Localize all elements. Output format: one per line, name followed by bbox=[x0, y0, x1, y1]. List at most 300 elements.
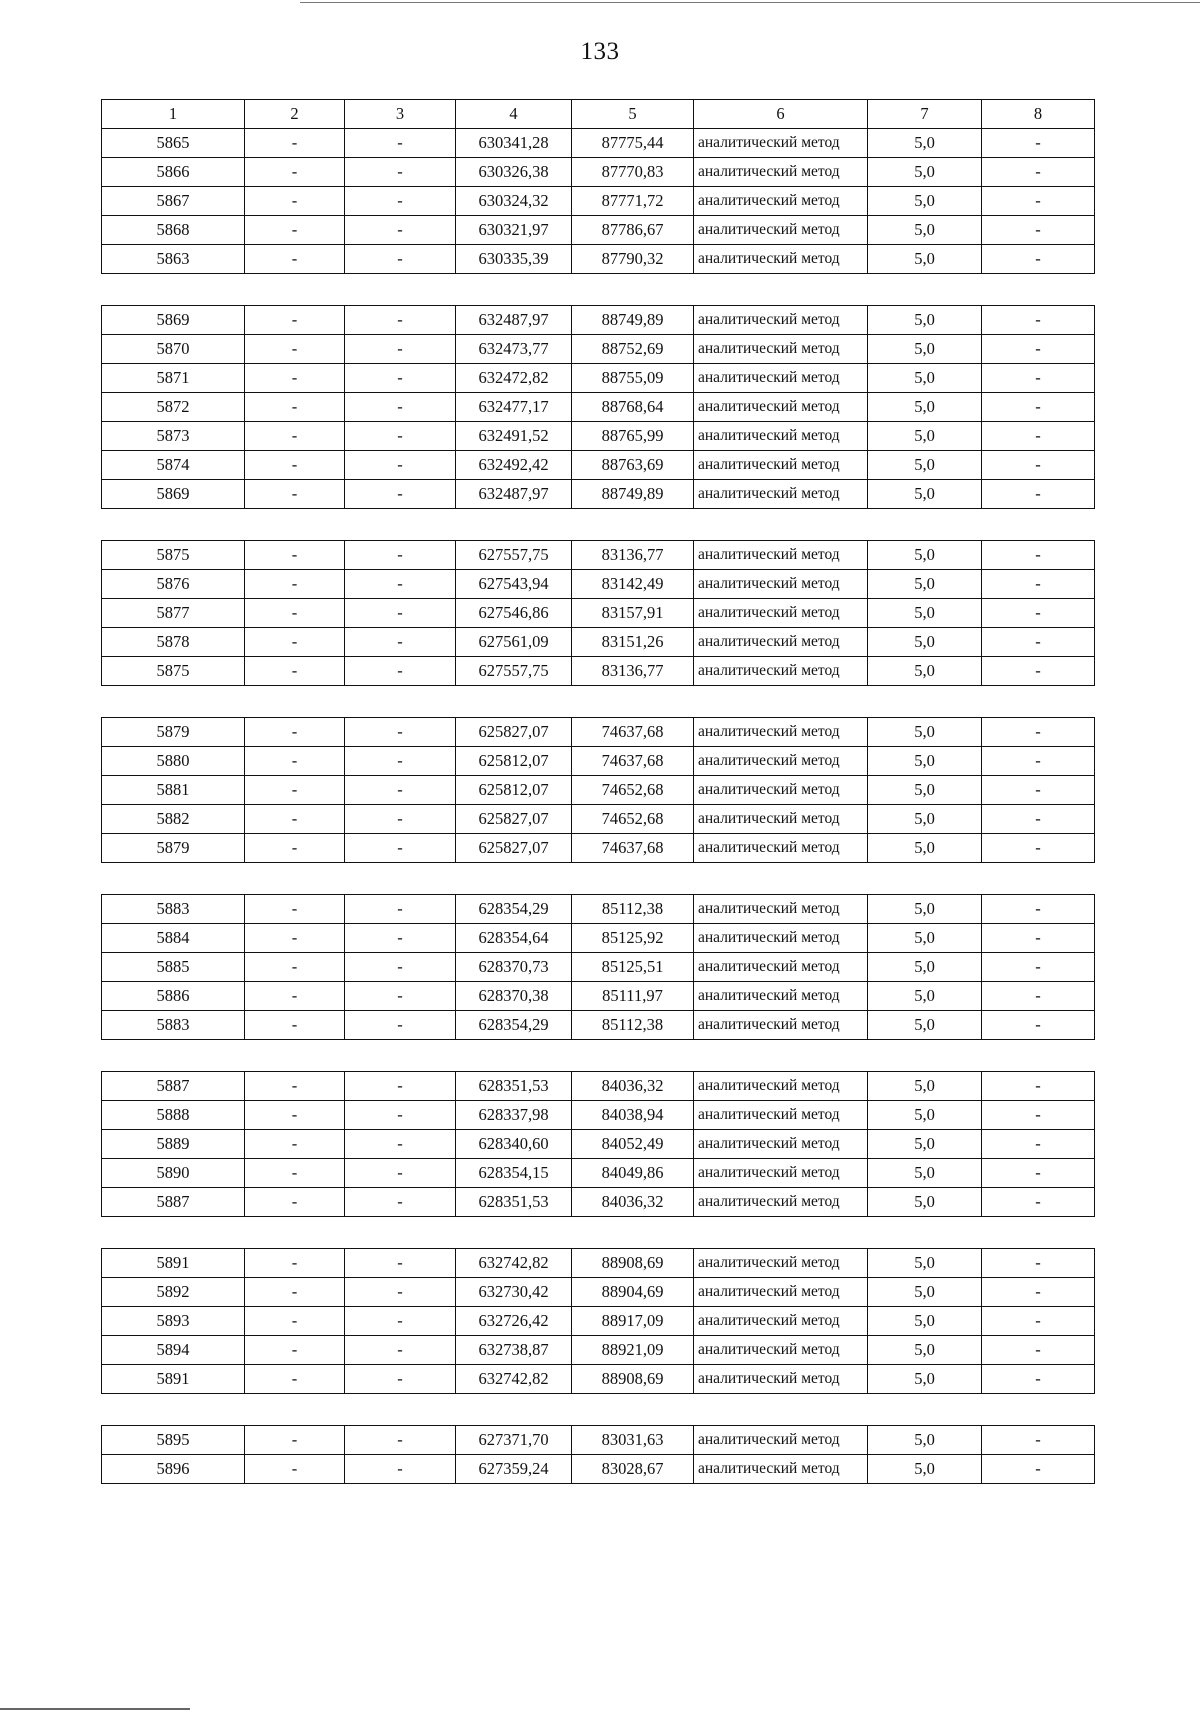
table-row bbox=[102, 953, 1095, 982]
table-cell: - bbox=[245, 1365, 345, 1394]
column-number-cell: 4 bbox=[456, 100, 572, 129]
method-cell: аналитический метод bbox=[694, 364, 868, 393]
table-cell: 88765,99 bbox=[572, 422, 694, 451]
table-cell: - bbox=[345, 1072, 456, 1101]
table-cell: 5,0 bbox=[868, 1336, 982, 1365]
table-cell: - bbox=[245, 216, 345, 245]
table-cell: 88749,89 bbox=[572, 306, 694, 335]
table-cell: - bbox=[982, 245, 1095, 274]
table-cell: - bbox=[345, 364, 456, 393]
column-number-cell: 6 bbox=[694, 100, 868, 129]
table-cell: 630341,28 bbox=[456, 129, 572, 158]
column-number-cell: 3 bbox=[345, 100, 456, 129]
method-cell: аналитический метод bbox=[694, 953, 868, 982]
table-cell: 5,0 bbox=[868, 1365, 982, 1394]
table-cell: 5,0 bbox=[868, 129, 982, 158]
table-row bbox=[102, 245, 1095, 274]
table-cell: - bbox=[245, 776, 345, 805]
table-row bbox=[102, 982, 1095, 1011]
table-cell: 5865 bbox=[102, 129, 245, 158]
method-cell: аналитический метод bbox=[694, 1188, 868, 1217]
table-cell: 5872 bbox=[102, 393, 245, 422]
table-cell: 5892 bbox=[102, 1278, 245, 1307]
method-cell: аналитический метод bbox=[694, 924, 868, 953]
table-cell: 632487,97 bbox=[456, 306, 572, 335]
table-cell: 632492,42 bbox=[456, 451, 572, 480]
table-cell: - bbox=[982, 1101, 1095, 1130]
table-cell: - bbox=[245, 953, 345, 982]
table-cell: - bbox=[245, 1336, 345, 1365]
table-cell: - bbox=[245, 1101, 345, 1130]
table-cell: 5,0 bbox=[868, 1130, 982, 1159]
table-cell: 628340,60 bbox=[456, 1130, 572, 1159]
table-row bbox=[102, 1365, 1095, 1394]
table-cell: - bbox=[982, 216, 1095, 245]
coordinates-table-6 bbox=[101, 1071, 1095, 1217]
table-cell: - bbox=[982, 628, 1095, 657]
table-cell: 5,0 bbox=[868, 599, 982, 628]
table-cell: 5,0 bbox=[868, 187, 982, 216]
table-row bbox=[102, 158, 1095, 187]
table-row bbox=[102, 451, 1095, 480]
table-cell: - bbox=[245, 1278, 345, 1307]
column-number-cell: 5 bbox=[572, 100, 694, 129]
table-cell: 5880 bbox=[102, 747, 245, 776]
table-cell: - bbox=[982, 1455, 1095, 1484]
column-number-cell: 8 bbox=[982, 100, 1095, 129]
table-cell: 5876 bbox=[102, 570, 245, 599]
table-cell: - bbox=[345, 1159, 456, 1188]
table-cell: - bbox=[245, 834, 345, 863]
table-cell: 74652,68 bbox=[572, 805, 694, 834]
table-cell: 5879 bbox=[102, 834, 245, 863]
table-row bbox=[102, 1336, 1095, 1365]
table-cell: - bbox=[245, 805, 345, 834]
table-cell: - bbox=[245, 1072, 345, 1101]
table-cell: - bbox=[345, 393, 456, 422]
method-cell: аналитический метод bbox=[694, 451, 868, 480]
table-cell: 5887 bbox=[102, 1188, 245, 1217]
table-cell: 625827,07 bbox=[456, 805, 572, 834]
table-cell: 5883 bbox=[102, 895, 245, 924]
table-cell: 627546,86 bbox=[456, 599, 572, 628]
table-cell: 632726,42 bbox=[456, 1307, 572, 1336]
method-cell: аналитический метод bbox=[694, 245, 868, 274]
table-cell: - bbox=[345, 1188, 456, 1217]
table-cell: 84038,94 bbox=[572, 1101, 694, 1130]
table-cell: - bbox=[245, 1249, 345, 1278]
table-cell: 632473,77 bbox=[456, 335, 572, 364]
table-gap bbox=[101, 1217, 1094, 1248]
table-cell: 5877 bbox=[102, 599, 245, 628]
table-cell: 5,0 bbox=[868, 747, 982, 776]
table-cell: 88908,69 bbox=[572, 1365, 694, 1394]
scan-edge-bottom-line bbox=[0, 1708, 190, 1710]
table-cell: - bbox=[245, 628, 345, 657]
table-cell: 5863 bbox=[102, 245, 245, 274]
table-cell: 5883 bbox=[102, 1011, 245, 1040]
coordinates-table-7 bbox=[101, 1248, 1095, 1394]
table-cell: 627561,09 bbox=[456, 628, 572, 657]
table-cell: - bbox=[245, 1307, 345, 1336]
table-cell: - bbox=[982, 393, 1095, 422]
table-row bbox=[102, 657, 1095, 686]
table-row bbox=[102, 541, 1095, 570]
table-row bbox=[102, 422, 1095, 451]
coordinates-table-3 bbox=[101, 540, 1095, 686]
table-cell: 83151,26 bbox=[572, 628, 694, 657]
table-cell: 628351,53 bbox=[456, 1072, 572, 1101]
table-cell: - bbox=[345, 747, 456, 776]
coordinates-table-5 bbox=[101, 894, 1095, 1040]
method-cell: аналитический метод bbox=[694, 541, 868, 570]
table-cell: - bbox=[345, 422, 456, 451]
method-cell: аналитический метод bbox=[694, 1130, 868, 1159]
table-cell: 74637,68 bbox=[572, 718, 694, 747]
table-row bbox=[102, 1072, 1095, 1101]
table-cell: 5871 bbox=[102, 364, 245, 393]
method-cell: аналитический метод bbox=[694, 805, 868, 834]
table-cell: - bbox=[345, 1365, 456, 1394]
table-cell: - bbox=[345, 1101, 456, 1130]
table-cell: - bbox=[982, 422, 1095, 451]
table-cell: 5,0 bbox=[868, 393, 982, 422]
method-cell: аналитический метод bbox=[694, 1426, 868, 1455]
table-cell: - bbox=[982, 924, 1095, 953]
table-cell: - bbox=[345, 1426, 456, 1455]
table-cell: - bbox=[245, 657, 345, 686]
table-cell: 627371,70 bbox=[456, 1426, 572, 1455]
table-cell: - bbox=[345, 657, 456, 686]
table-cell: 5886 bbox=[102, 982, 245, 1011]
table-cell: - bbox=[245, 187, 345, 216]
table-cell: 5,0 bbox=[868, 1101, 982, 1130]
table-cell: 88921,09 bbox=[572, 1336, 694, 1365]
table-cell: 5878 bbox=[102, 628, 245, 657]
table-cell: - bbox=[345, 1336, 456, 1365]
table-cell: 87771,72 bbox=[572, 187, 694, 216]
table-cell: 5,0 bbox=[868, 1278, 982, 1307]
page-number: 133 bbox=[580, 38, 620, 65]
table-cell: - bbox=[982, 1011, 1095, 1040]
table-cell: 83142,49 bbox=[572, 570, 694, 599]
table-cell: - bbox=[345, 541, 456, 570]
table-row bbox=[102, 747, 1095, 776]
table-cell: 5,0 bbox=[868, 570, 982, 599]
table-cell: - bbox=[345, 718, 456, 747]
table-cell: - bbox=[345, 599, 456, 628]
method-cell: аналитический метод bbox=[694, 422, 868, 451]
table-cell: 630326,38 bbox=[456, 158, 572, 187]
table-cell: - bbox=[982, 599, 1095, 628]
table-cell: - bbox=[982, 1278, 1095, 1307]
table-cell: - bbox=[345, 1130, 456, 1159]
table-cell: - bbox=[345, 451, 456, 480]
table-cell: 627557,75 bbox=[456, 541, 572, 570]
table-cell: 628354,29 bbox=[456, 895, 572, 924]
table-cell: 632742,82 bbox=[456, 1365, 572, 1394]
method-cell: аналитический метод bbox=[694, 834, 868, 863]
table-cell: - bbox=[345, 187, 456, 216]
table-cell: 85125,92 bbox=[572, 924, 694, 953]
table-cell: 83157,91 bbox=[572, 599, 694, 628]
table-cell: - bbox=[245, 1188, 345, 1217]
table-cell: - bbox=[982, 1365, 1095, 1394]
table-cell: 5893 bbox=[102, 1307, 245, 1336]
coordinates-table-8 bbox=[101, 1425, 1095, 1484]
table-cell: - bbox=[345, 628, 456, 657]
table-cell: 5,0 bbox=[868, 1249, 982, 1278]
table-cell: - bbox=[345, 306, 456, 335]
table-cell: - bbox=[982, 953, 1095, 982]
table-cell: 5,0 bbox=[868, 776, 982, 805]
table-row bbox=[102, 364, 1095, 393]
table-cell: 5869 bbox=[102, 306, 245, 335]
table-cell: 5,0 bbox=[868, 805, 982, 834]
table-cell: - bbox=[245, 129, 345, 158]
method-cell: аналитический метод bbox=[694, 657, 868, 686]
table-cell: - bbox=[345, 1011, 456, 1040]
table-cell: 5,0 bbox=[868, 953, 982, 982]
table-cell: 5,0 bbox=[868, 924, 982, 953]
table-cell: 74637,68 bbox=[572, 747, 694, 776]
table-cell: 5,0 bbox=[868, 1011, 982, 1040]
table-cell: - bbox=[345, 982, 456, 1011]
table-cell: 5,0 bbox=[868, 834, 982, 863]
table-row bbox=[102, 1426, 1095, 1455]
table-cell: - bbox=[345, 570, 456, 599]
table-row bbox=[102, 1188, 1095, 1217]
table-cell: - bbox=[982, 129, 1095, 158]
table-cell: - bbox=[245, 541, 345, 570]
table-cell: 628370,38 bbox=[456, 982, 572, 1011]
table-row bbox=[102, 1011, 1095, 1040]
table-cell: 5866 bbox=[102, 158, 245, 187]
table-cell: 84036,32 bbox=[572, 1072, 694, 1101]
table-cell: - bbox=[982, 895, 1095, 924]
table-cell: - bbox=[245, 364, 345, 393]
table-cell: 625812,07 bbox=[456, 776, 572, 805]
table-row bbox=[102, 393, 1095, 422]
table-cell: 5,0 bbox=[868, 245, 982, 274]
method-cell: аналитический метод bbox=[694, 1336, 868, 1365]
table-cell: 632477,17 bbox=[456, 393, 572, 422]
table-cell: 5896 bbox=[102, 1455, 245, 1484]
table-cell: 5888 bbox=[102, 1101, 245, 1130]
table-cell: 85112,38 bbox=[572, 1011, 694, 1040]
table-cell: - bbox=[245, 599, 345, 628]
table-cell: - bbox=[345, 216, 456, 245]
table-cell: 632487,97 bbox=[456, 480, 572, 509]
table-cell: - bbox=[982, 1130, 1095, 1159]
table-cell: 628354,15 bbox=[456, 1159, 572, 1188]
method-cell: аналитический метод bbox=[694, 335, 868, 364]
column-number-cell: 7 bbox=[868, 100, 982, 129]
table-cell: 628354,29 bbox=[456, 1011, 572, 1040]
table-row bbox=[102, 129, 1095, 158]
table-cell: 84052,49 bbox=[572, 1130, 694, 1159]
table-cell: 5874 bbox=[102, 451, 245, 480]
table-cell: 5,0 bbox=[868, 1455, 982, 1484]
table-cell: - bbox=[345, 480, 456, 509]
table-cell: 5882 bbox=[102, 805, 245, 834]
coordinates-table-2 bbox=[101, 305, 1095, 509]
method-cell: аналитический метод bbox=[694, 393, 868, 422]
table-cell: 85125,51 bbox=[572, 953, 694, 982]
table-cell: 5,0 bbox=[868, 982, 982, 1011]
table-cell: 88755,09 bbox=[572, 364, 694, 393]
table-row bbox=[102, 895, 1095, 924]
table-cell: - bbox=[982, 1307, 1095, 1336]
table-cell: 5,0 bbox=[868, 1426, 982, 1455]
table-cell: - bbox=[245, 1455, 345, 1484]
table-cell: - bbox=[982, 1426, 1095, 1455]
method-cell: аналитический метод bbox=[694, 1307, 868, 1336]
table-cell: 628351,53 bbox=[456, 1188, 572, 1217]
table-cell: 5884 bbox=[102, 924, 245, 953]
table-row bbox=[102, 1278, 1095, 1307]
table-cell: 88749,89 bbox=[572, 480, 694, 509]
table-cell: 88904,69 bbox=[572, 1278, 694, 1307]
coordinates-tables bbox=[101, 99, 1094, 1484]
table-cell: 5,0 bbox=[868, 1159, 982, 1188]
coordinates-table-1 bbox=[101, 99, 1095, 274]
table-cell: 627557,75 bbox=[456, 657, 572, 686]
table-cell: 74637,68 bbox=[572, 834, 694, 863]
table-cell: - bbox=[245, 1159, 345, 1188]
table-cell: - bbox=[345, 895, 456, 924]
table-cell: 5,0 bbox=[868, 718, 982, 747]
method-cell: аналитический метод bbox=[694, 1101, 868, 1130]
table-row bbox=[102, 306, 1095, 335]
table-cell: 5870 bbox=[102, 335, 245, 364]
table-cell: - bbox=[345, 834, 456, 863]
method-cell: аналитический метод bbox=[694, 570, 868, 599]
table-cell: 5873 bbox=[102, 422, 245, 451]
table-cell: - bbox=[245, 306, 345, 335]
table-row bbox=[102, 924, 1095, 953]
table-cell: 5,0 bbox=[868, 335, 982, 364]
method-cell: аналитический метод bbox=[694, 776, 868, 805]
table-row bbox=[102, 216, 1095, 245]
table-cell: - bbox=[245, 924, 345, 953]
table-cell: - bbox=[245, 451, 345, 480]
method-cell: аналитический метод bbox=[694, 1249, 868, 1278]
table-cell: 5875 bbox=[102, 657, 245, 686]
table-gap bbox=[101, 1394, 1094, 1425]
table-cell: - bbox=[982, 834, 1095, 863]
coordinates-table-4 bbox=[101, 717, 1095, 863]
table-cell: - bbox=[982, 657, 1095, 686]
table-cell: 83136,77 bbox=[572, 541, 694, 570]
method-cell: аналитический метод bbox=[694, 1072, 868, 1101]
table-cell: 628337,98 bbox=[456, 1101, 572, 1130]
table-cell: 5887 bbox=[102, 1072, 245, 1101]
table-cell: - bbox=[982, 451, 1095, 480]
method-cell: аналитический метод bbox=[694, 158, 868, 187]
table-cell: - bbox=[345, 805, 456, 834]
table-row bbox=[102, 335, 1095, 364]
table-cell: - bbox=[345, 129, 456, 158]
table-cell: - bbox=[345, 924, 456, 953]
table-cell: 5,0 bbox=[868, 1072, 982, 1101]
table-row bbox=[102, 834, 1095, 863]
table-cell: - bbox=[345, 335, 456, 364]
table-cell: 625812,07 bbox=[456, 747, 572, 776]
table-cell: 88908,69 bbox=[572, 1249, 694, 1278]
table-cell: - bbox=[982, 776, 1095, 805]
table-cell: - bbox=[245, 335, 345, 364]
method-cell: аналитический метод bbox=[694, 747, 868, 776]
column-number-cell: 1 bbox=[102, 100, 245, 129]
table-cell: - bbox=[982, 1188, 1095, 1217]
table-row bbox=[102, 776, 1095, 805]
table-cell: 88763,69 bbox=[572, 451, 694, 480]
table-cell: 5895 bbox=[102, 1426, 245, 1455]
table-cell: - bbox=[982, 306, 1095, 335]
table-cell: 84049,86 bbox=[572, 1159, 694, 1188]
method-cell: аналитический метод bbox=[694, 599, 868, 628]
table-cell: - bbox=[982, 541, 1095, 570]
table-cell: 5,0 bbox=[868, 657, 982, 686]
table-cell: - bbox=[345, 1455, 456, 1484]
table-gap bbox=[101, 274, 1094, 305]
table-cell: 625827,07 bbox=[456, 834, 572, 863]
table-row bbox=[102, 187, 1095, 216]
table-cell: - bbox=[245, 158, 345, 187]
table-cell: 83136,77 bbox=[572, 657, 694, 686]
table-cell: - bbox=[345, 1278, 456, 1307]
table-cell: 5867 bbox=[102, 187, 245, 216]
table-cell: - bbox=[345, 776, 456, 805]
method-cell: аналитический метод bbox=[694, 628, 868, 657]
table-row bbox=[102, 1249, 1095, 1278]
table-cell: 632472,82 bbox=[456, 364, 572, 393]
table-cell: 88917,09 bbox=[572, 1307, 694, 1336]
table-cell: - bbox=[245, 422, 345, 451]
table-cell: 630324,32 bbox=[456, 187, 572, 216]
method-cell: аналитический метод bbox=[694, 1011, 868, 1040]
table-cell: 85111,97 bbox=[572, 982, 694, 1011]
table-cell: 632491,52 bbox=[456, 422, 572, 451]
table-cell: - bbox=[982, 480, 1095, 509]
table-cell: 5,0 bbox=[868, 364, 982, 393]
method-cell: аналитический метод bbox=[694, 187, 868, 216]
table-gap bbox=[101, 686, 1094, 717]
table-cell: - bbox=[245, 895, 345, 924]
table-cell: 632742,82 bbox=[456, 1249, 572, 1278]
table-cell: - bbox=[245, 747, 345, 776]
table-cell: - bbox=[982, 718, 1095, 747]
table-row bbox=[102, 570, 1095, 599]
method-cell: аналитический метод bbox=[694, 1365, 868, 1394]
table-cell: 628370,73 bbox=[456, 953, 572, 982]
table-cell: - bbox=[245, 1426, 345, 1455]
table-cell: - bbox=[245, 718, 345, 747]
table-gap bbox=[101, 863, 1094, 894]
method-cell: аналитический метод bbox=[694, 129, 868, 158]
table-cell: 5,0 bbox=[868, 628, 982, 657]
table-cell: - bbox=[982, 1072, 1095, 1101]
table-cell: 5890 bbox=[102, 1159, 245, 1188]
table-cell: 5894 bbox=[102, 1336, 245, 1365]
method-cell: аналитический метод bbox=[694, 1159, 868, 1188]
table-cell: - bbox=[345, 158, 456, 187]
table-cell: 5,0 bbox=[868, 480, 982, 509]
table-cell: - bbox=[345, 1249, 456, 1278]
table-gap bbox=[101, 1040, 1094, 1071]
table-gap bbox=[101, 509, 1094, 540]
